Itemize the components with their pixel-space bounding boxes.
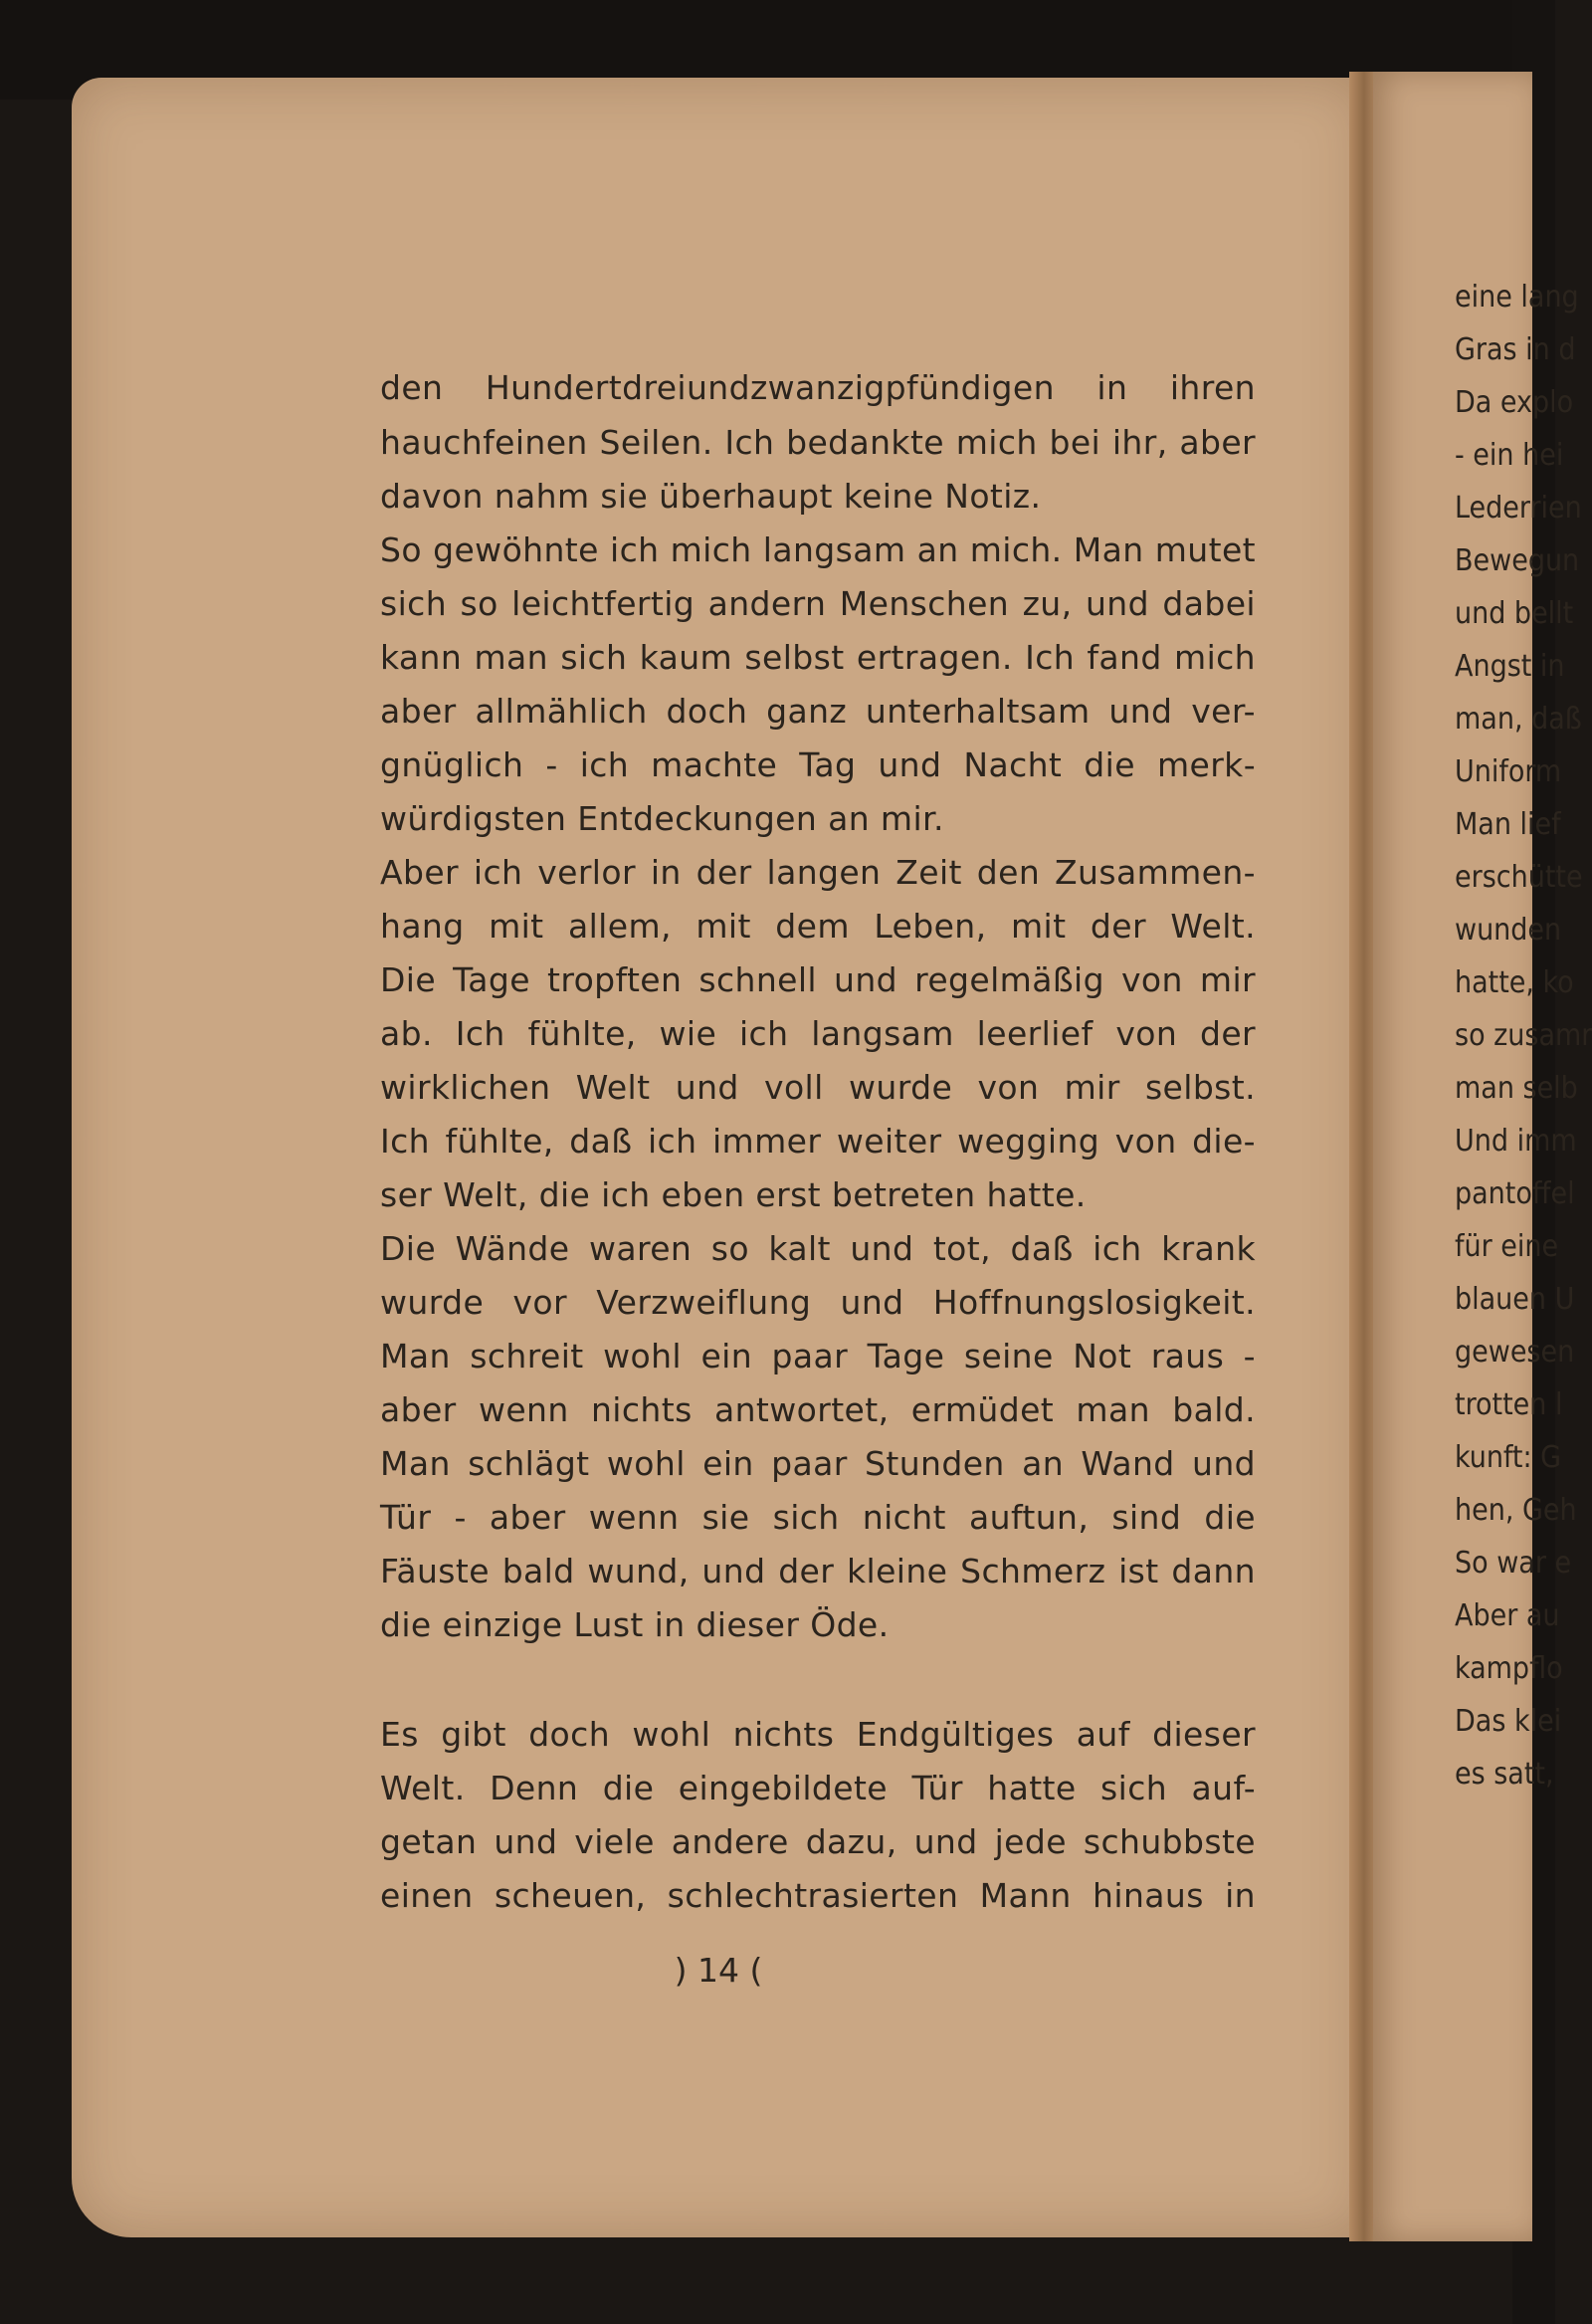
text-line: blauen U [1455,1282,1575,1317]
text-line: Ich fühlte, daß ich immer weiter wegging von die- [380,1122,1256,1161]
text-line: es satt, [1455,1757,1554,1792]
text-line: erschütte [1455,860,1583,895]
text-line: Es gibt doch wohl nichts Endgültiges auf dieser [380,1715,1256,1754]
text-line: hauchfeinen Seilen. Ich bedankte mich bei ihr, aber [380,423,1256,462]
left-page [72,78,1365,2237]
text-line: den Hundertdreiundzwanzigpfündigen in ihren [380,368,1256,407]
text-line: ab. Ich fühlte, wie ich langsam leerlief von der [380,1014,1256,1053]
text-line: Man schlägt wohl ein paar Stunden an Wand und [380,1444,1256,1483]
text-line: davon nahm sie überhaupt keine Notiz. [380,477,1042,516]
text-line: Und imm [1455,1124,1577,1159]
text-line: trotten l [1455,1387,1563,1422]
text-line: Uniform [1455,754,1562,789]
text-line: würdigsten Entdeckungen an mir. [380,799,944,838]
text-line: getan und viele andere dazu, und jede schubbste [380,1822,1256,1861]
text-line: Aber ich verlor in der langen Zeit den Zusammen- [380,853,1256,892]
text-line: Bewegun [1455,543,1580,578]
page-number: ) 14 ( [674,1951,763,1990]
text-line: Aber au [1455,1598,1560,1633]
text-line: aber wenn nichts antwortet, ermüdet man bald. [380,1390,1256,1429]
text-line: für eine [1455,1229,1559,1264]
text-line: hatte, ko [1455,965,1574,1000]
text-line: Die Wände waren so kalt und tot, daß ich krank [380,1229,1256,1268]
text-line: Man lief [1455,807,1561,842]
text-line: kann man sich kaum selbst ertragen. Ich fand mich [380,638,1256,677]
text-line: kampflo [1455,1651,1563,1686]
text-line: Tür - aber wenn sie sich nicht auftun, sind die [380,1498,1256,1537]
text-line: Das klei [1455,1704,1562,1739]
text-line: aber allmählich doch ganz unterhaltsam und ver- [380,692,1256,731]
text-line: wirklichen Welt und voll wurde von mir selbst. [380,1068,1256,1107]
text-line: ser Welt, die ich eben erst betreten hatte. [380,1175,1087,1214]
text-line: sich so leichtfertig andern Menschen zu, und dabei [380,584,1256,623]
text-line: Angst in [1455,649,1565,684]
right-page [1373,72,1592,2241]
text-line: gnüglich - ich machte Tag und Nacht die merk- [380,745,1256,784]
text-line: Gras in d [1455,332,1576,367]
text-line: wunden [1455,913,1562,948]
text-line: Man schreit wohl ein paar Tage seine Not raus - [380,1337,1256,1375]
text-line: man selb [1455,1071,1578,1106]
text-line: so zusamr [1455,1018,1592,1053]
text-line: Die Tage tropften schnell und regelmäßig von mir [380,960,1256,999]
text-line: Da explo [1455,385,1574,420]
text-line: - ein hei [1455,438,1564,473]
text-line: wurde vor Verzweiflung und Hoffnungslosigkeit. [380,1283,1256,1322]
text-line: Fäuste bald wund, und der kleine Schmerz ist dann [380,1552,1256,1590]
text-line: und bellt [1455,596,1574,631]
text-line: gewesen [1455,1335,1575,1370]
text-line: pantoffel [1455,1176,1575,1211]
text-line: hang mit allem, mit dem Leben, mit der Welt. [380,907,1256,946]
text-line: So gewöhnte ich mich langsam an mich. Man mutet [380,530,1256,569]
text-line: kunft: G [1455,1440,1562,1475]
text-line: Lederrien [1455,491,1582,526]
text-line: Welt. Denn die eingebildete Tür hatte sich auf- [380,1769,1256,1807]
text-line: einen scheuen, schlechtrasierten Mann hinaus in [380,1876,1256,1915]
text-line: die einzige Lust in dieser Öde. [380,1605,890,1644]
text-line: eine lang [1455,280,1579,315]
text-line: hen, Geh [1455,1493,1577,1528]
text-line: So war e [1455,1546,1572,1581]
text-line: man, daß [1455,702,1582,737]
